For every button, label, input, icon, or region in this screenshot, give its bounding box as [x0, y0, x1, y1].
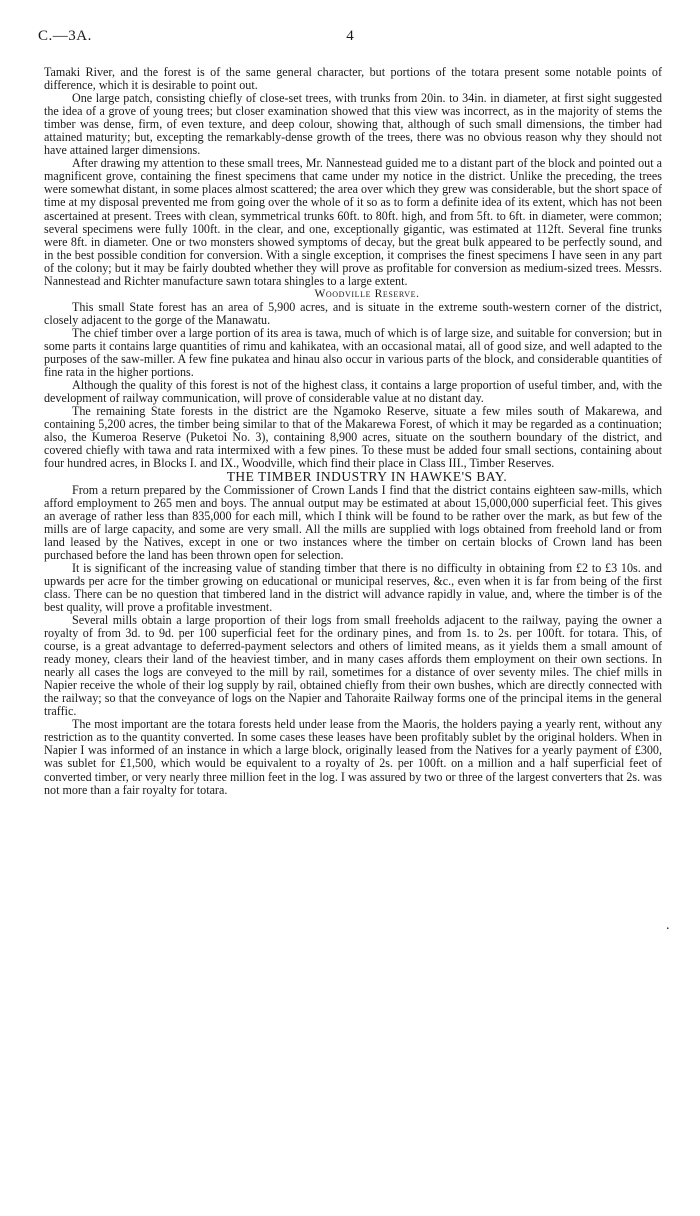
paragraph: Although the quality of this forest is not of the highest class, it contains a large proportion of useful timber, and, with the development of railway communication, will prove of considerable value at no distant day.: [44, 378, 662, 406]
paragraph: Tamaki River, and the forest is of the same general character, but portions of the totara present some notable points of difference, which it is desirable to point out.: [44, 65, 662, 93]
margin-mark: .: [666, 918, 670, 933]
paragraph: The remaining State forests in the district are the Ngamoko Reserve, situate a few miles south of Makarewa, and containing 5,200 acres, the timber being similar to that of the Makarewa Forest, of which it may be regarded as a continuation; also, the Kumeroa Reserve (Puketoi No. 3), containing 8,900 acres, situate on the southern boundary of the district, and covered chiefly with tawa and rata intermixed with a few pines. To these must be added four small sections, containing about four hundred acres, in Blocks I. and IX., Woodville, which find their place in Class III., Timber Reserves.: [44, 404, 662, 471]
paragraph: One large patch, consisting chiefly of close-set trees, with trunks from 20in. to 34in. in diameter, at first sight suggested the idea of a grove of young trees; but closer examination showed that this view was incorrect, as in the majority of stems the timber was dense, firm, of even texture, and deep colour, showing that, although of such small dimensions, the timber had attained maturity; but, excepting the remarkably-dense growth of the trees, there was no obvious reason why they should not have attained larger dimensions.: [44, 91, 662, 158]
paragraph: This small State forest has an area of 5,900 acres, and is situate in the extreme south-western corner of the district, closely adjacent to the gorge of the Manawatu.: [44, 299, 662, 327]
paragraph: The most important are the totara forests held under lease from the Maoris, the holders paying a yearly rent, without any restriction as to the quantity converted. In some cases these leases have been profitably sublet by the original holders. When in Napier I was informed of an instance in which a large block, originally leased from the Natives for a yearly payment of £300, was sublet for £1,500, which would be equivalent to a royalty of 2s. per 100ft. on a million and a half superficial feet of converted timber, or very nearly three million feet in the log. I was assured by two or three of the largest converters that 2s. was not more than a fair royalty for totara.: [44, 717, 662, 797]
paragraph: After drawing my attention to these small trees, Mr. Nannestead guided me to a distant part of the block and pointed out a magnificent grove, containing the finest specimens that came under my notice in the district. Unlike the preceding, the trees were somewhat distant, in some places almost scattered; the area over which they grew was considerable, but the short space of time at my disposal prevented me from going over the whole of it so as to form a definite idea of its extent, which has not been ascertained at present. Trees with clean, symmetrical trunks 60ft. to 80ft. high, and from 5ft. to 6ft. in diameter, were common; several specimens were fully 100ft. in the clear, and one, exceptionally gigantic, was estimated at 112ft. Several fine trunks were 8ft. in diameter. One or two monsters showed symptoms of decay, but the great bulk appeared to be perfectly sound, and in the best possible condition for conversion. With a single exception, it comprises the finest specimens I have seen in any part of the colony; but it may be fairly doubted whether they will prove as profitable for conversion as medium-sized trees. Messrs. Nannestead and Richter manufacture sawn totara shingles to a large extent.: [44, 156, 662, 288]
paragraph: From a return prepared by the Commissioner of Crown Lands I find that the district contains eighteen saw-mills, which afford employment to 265 men and boys. The annual output may be estimated at about 15,000,000 superficial feet. This gives an average of rather less than 835,000 for each mill, which I think will be found to be rather over the mark, as but few of the mills are of large capacity, and some are very small. All the mills are supplied with logs obtained from freehold land or from land leased by the Natives, except in one or two instances where the timber on certain blocks of Crown land has been purchased before the land has been thrown open for selection.: [44, 482, 662, 562]
document-reference: C.—3A.: [38, 28, 92, 44]
body-text: [44, 66, 662, 797]
paragraph: Several mills obtain a large proportion of their logs from small freeholds adjacent to the railway, paying the owner a royalty of from 3d. to 9d. per 100 superficial feet for the ordinary pines, and from 1s. to 2s. per 100ft. for totara. This, of course, is a great advantage to deferred-payment selectors and others of limited means, as it yields them a small amount of ready money, clears their land of the heaviest timber, and in many cases affords them employment on their own sections. In nearly all cases the logs are conveyed to the mill by rail, sometimes for a distance of over seventy miles. The chief mills in Napier receive the whole of their log supply by rail, obtained chiefly from their own bushes, which are directly connected with the railway; so that the conveyance of logs on the Napier and Tahoraite Railway forms one of the principal items in the general traffic.: [44, 612, 662, 719]
section-heading-woodville: Woodville Reserve.: [314, 287, 420, 300]
paragraph: The chief timber over a large portion of its area is tawa, much of which is of large size, and suitable for conversion; but in some parts it contains large quantities of rimu and kahikatea, with an occasional matai, all of good size, and well adapted to the purposes of the saw-miller. A few fine pukatea and hinau also occur in various parts of the block, and considerable quantities of fine rata in the higher portions.: [44, 325, 662, 380]
paragraph: It is significant of the increasing value of standing timber that there is no difficulty in obtaining from £2 to £3 10s. and upwards per acre for the timber growing on educational or municipal reserves, &c., even when it is far from being of the first class. There can be no question that timbered land in the district will advance rapidly in value, and, where the timber is of the best quality, will prove a profitable investment.: [44, 560, 662, 614]
section-heading-timber-industry: THE TIMBER INDUSTRY IN HAWKE'S BAY.: [226, 469, 508, 485]
page-header: [38, 28, 662, 48]
page-number: 4: [346, 28, 354, 44]
